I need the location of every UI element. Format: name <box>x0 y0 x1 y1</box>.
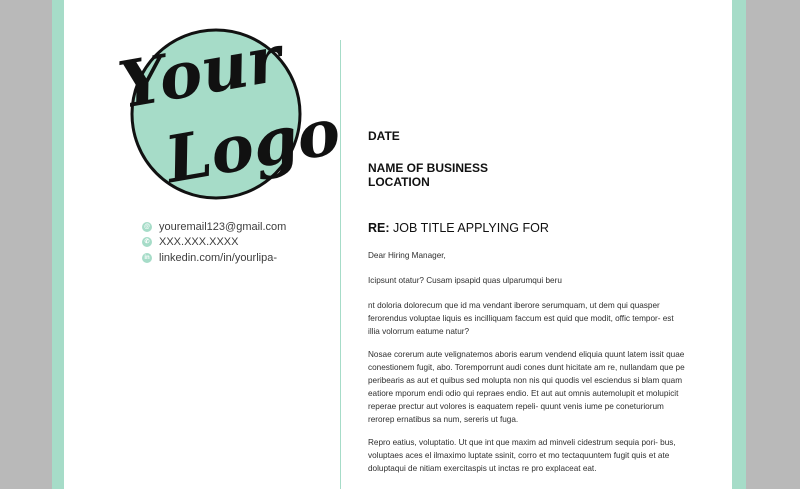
paragraph-4: Repro eatius, voluptatio. Ut que int que maxim ad minveli cidestrum sequia pori- bus, voluptaes aces el ilmaximo luptate ssinit, corro et mo tectaquuntem fugit quis et ate doluptaqui de nitiam exercitaspis ut inctas re pro explaceat eat. <box>368 438 676 474</box>
business-location: LOCATION <box>368 175 430 189</box>
business-block <box>368 161 488 189</box>
column-divider <box>340 40 341 489</box>
linkedin-icon: in <box>142 253 152 263</box>
phone-icon: ✆ <box>142 237 152 247</box>
paragraph-2: nt doloria dolorecum que id ma vendant iberore serumquam, ut dem qui quasper ferorendus voluptae liquis es incilliquam faccum est quid que modit, offic tempor- est illia volorrum eatume natur? <box>368 301 674 337</box>
email-icon: @ <box>142 222 152 232</box>
business-name: NAME OF BUSINESS <box>368 161 489 175</box>
contact-linkedin-text: linkedin.com/in/yourlipa- <box>159 252 277 264</box>
paragraph-1: Icipsunt otatur? Cusam ipsapid quas ulparumqui beru <box>368 276 562 285</box>
re-text: JOB TITLE APPLYING FOR <box>393 221 549 235</box>
greeting: Dear Hiring Manager, <box>368 251 446 260</box>
logo-text-logo: Logo <box>160 93 346 199</box>
re-prefix: RE: <box>368 221 390 235</box>
subject-line <box>368 221 549 235</box>
letter-date: DATE <box>368 129 400 143</box>
paragraph-3: Nosae corerum aute velignatemos aboris earum vendend eliquia quunt latem issit quae conestionem fugit, abo. Toremporrunt audi cones dunt hicitate am re, nullandam que pe peribearis as aut et quibus sed molupta non nis qui quodis vel esciendus si blam quam eatiore mporum endi odio qui repraes endio. Et aut aut omnis autemolupit et molupicit reperae prectur aut volores is eaquatem repeli- quunt venis iume pe coneturiorum rerorep ernatibus sa num, sereris ut fuga. <box>368 350 685 425</box>
logo-badge <box>113 12 346 202</box>
logo-text-your: Your <box>113 21 288 124</box>
contact-linkedin[interactable] <box>142 251 277 265</box>
contact-phone-text: XXX.XXX.XXXX <box>159 236 239 248</box>
contact-email-text: youremail123@gmail.com <box>159 221 287 233</box>
contact-phone[interactable] <box>142 235 238 249</box>
contact-email[interactable] <box>142 220 286 234</box>
